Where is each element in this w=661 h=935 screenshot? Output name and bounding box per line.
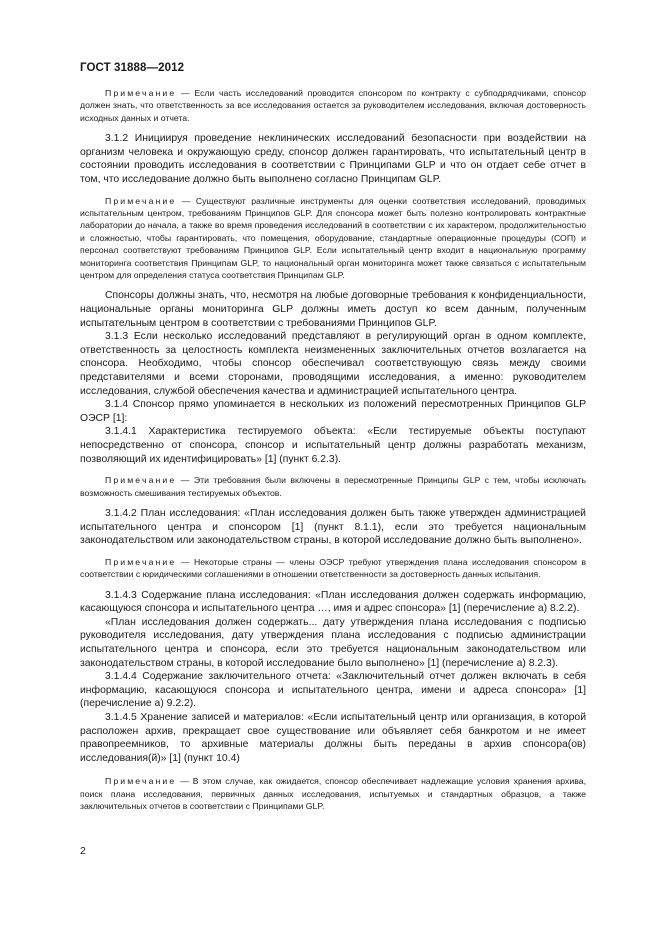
- note-text: — Некоторые страны — члены ОЭСР требуют утверждения плана исследования спонсором в соответствии с юридическими соглашениями в отношении ответственности за достоверность данных испытания.: [80, 556, 587, 580]
- clause-3-1-4-5: 3.1.4.5 Хранение записей и материалов: «Если испытательный центр или организация, в которой расположен архив, прекращает свое существование или объявляет себя банкротом и не имеет правопреемников, то архивные материалы должны быть переданы в архив спонсора(ов) исследования(й)» [1] (пункт 10.4): [80, 711, 586, 764]
- document-body: [80, 87, 586, 813]
- clause-3-1-4-4: 3.1.4.4 Содержание заключительного отчета: «Заключительный отчет должен включать в себя информацию, касающуюся спонсора и испытательного центра, имени и адреса спонсора» [1] (перечисление а) 9.2.2).: [80, 671, 586, 710]
- clause-3-1-3: 3.1.3 Если несколько исследований представляют в регулирующий орган в одном комплекте, ответственность за целостность комплекта неизмененных заключительных отчетов возлагается на спонсора. Необходимо, чтобы спонсор обеспечивал соответствующую связь между своими представителями и всеми сторонами, проводящими исследования, а именно: руководителем исследования, службой обеспечения качества и администрацией испытательного центра.: [80, 331, 586, 397]
- note-text: — Если часть исследований проводится спонсором по контракту с субподрядчиками, спонсор должен знать, что ответственность за все исследования остается за руководителем исследования, включая достоверность исходных данных и отчета.: [80, 88, 587, 123]
- clause-3-1-4: 3.1.4 Спонсор прямо упоминается в нескольких из положений пересмотренных Принципов GLP ОЭСР [1]:: [80, 399, 586, 424]
- note-paragraph: [80, 556, 586, 581]
- sponsors-paragraph: Спонсоры должны знать, что, несмотря на любые договорные требования к конфиденциальности, национальные органы мониторинга GLP должны иметь доступ ко всем данным, полученным испытательным центром в соответствии с требованиями Принципов GLP.: [80, 290, 586, 329]
- note-paragraph: [80, 87, 586, 124]
- note-label: Примечание: [105, 475, 177, 486]
- note-label: Примечание: [105, 776, 177, 787]
- note-text: — В этом случае, как ожидается, спонсор обеспечивает надлежащие условия хранения архива, поиск плана исследования, первичных данных исследования, испытуемых и стандартных образцов, а также заключительных отчетов в соответствии с Принципами GLP.: [80, 776, 587, 812]
- page-number: 2: [80, 845, 86, 857]
- clause-3-1-2: 3.1.2 Инициируя проведение неклинических исследований безопасности при воздействии на организм человека и окружающую среду, спонсор должен гарантировать, что испытательный центр в состоянии проводить исследования в соответствии с Принципами GLP и что он отдает себе отчет в том, что исследование должно быть выполнено согласно Принципам GLP.: [80, 133, 586, 185]
- note-paragraph: [80, 775, 586, 812]
- note-label: Примечание: [105, 88, 177, 98]
- note-paragraph: [80, 195, 586, 282]
- clause-3-1-4-3: 3.1.4.3 Содержание плана исследования: «План исследования должен содержать информацию, касающуюся спонсора и испытательного центра …, имя и адрес спонсора» [1] (перечисление а) 8.2.2).: [80, 589, 586, 615]
- note-text: — Эти требования были включены в пересмотренные Принципы GLP с тем, чтобы исключать возможность смешивания тестируемых объектов.: [80, 475, 587, 498]
- note-label: Примечание: [105, 195, 177, 206]
- note-paragraph: [80, 474, 586, 499]
- note-text: — Существуют различные инструменты для оценки соответствия исследований, проводимых испытательным центром, требованиям Принципов GLP. Для спонсора может быть полезно контролировать контрактные лаборатории до начала, а также во время проведения исследований в соответствии с их характером, продолжительностью и сложностью, чтобы гарантировать, что помещения, оборудование, стандартные операционные процедуры (СОП) и персонал соответствуют требованиям Принципов GLP. Если испытательный центр входит в национальную программу мониторинга соответствия Принципам GLP, то национальный орган мониторинга может также связаться с испытательным центром для определения статуса соответствия Принципам GLP.: [80, 195, 587, 281]
- document-header: ГОСТ 31888—2012: [80, 62, 185, 74]
- clause-3-1-4-1: 3.1.4.1 Характеристика тестируемого объекта: «Если тестируемые объекты поступают непосредственно от спонсора, спонсор и испытательный центр должны разработать механизм, позволяющий их идентифицировать» [1] (пункт 6.2.3).: [80, 426, 586, 465]
- clause-3-1-4-2: 3.1.4.2 План исследования: «План исследования должен быть также утвержден администрацией испытательного центра и спонсором [1] (пункт 8.1.1), если это требуется национальным законодательством или законодательством страны, в которой исследование должно быть выполнено».: [80, 507, 586, 547]
- note-label: Примечание: [105, 556, 177, 567]
- clause-3-1-4-3-continued: «План исследования должен содержать... дату утверждения плана исследования с подписью руководителя исследования, дату утверждения плана исследования с подписью администрации испытательного центра и спонсора, если это требуется национальным законодательством или законодательством страны, в которой исследование было выполнено» [1] (перечисление а) 8.2.3).: [80, 616, 586, 669]
